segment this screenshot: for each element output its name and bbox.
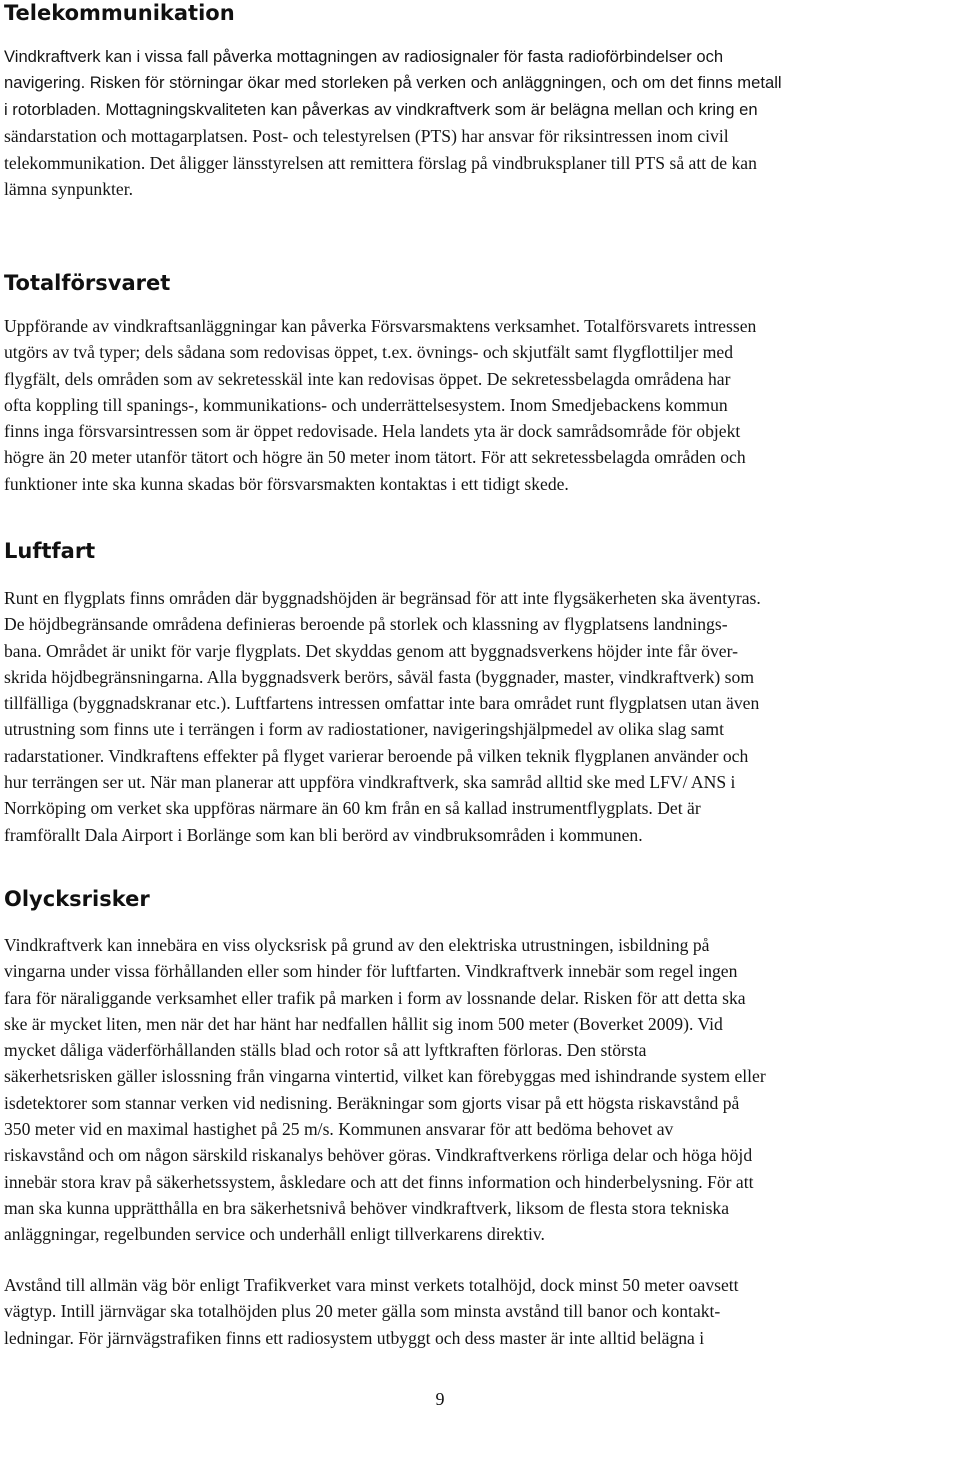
text-line: i rotorbladen. Mottagningskvaliteten kan påverkas av vindkraftverk som är belägna mellan och kring en xyxy=(4,99,758,119)
text-line: högre än 20 meter utanför tätort och högre än 50 meter inom tätort. För att sekretessbelagda områden och xyxy=(4,447,746,468)
text-line: framförallt Dala Airport i Borlänge som kan bli berörd av vindbruksområden i kommunen. xyxy=(4,824,643,845)
text-line: Vindkraftverk kan innebära en viss olycksrisk på grund av den elektriska utrustningen, isbildning på xyxy=(4,935,710,955)
text-line: riskavstånd och om någon särskild riskanalys behöver göras. Vindkraftverkens rörliga delar och höga höjd xyxy=(4,1145,753,1166)
text-line: Avstånd till allmän väg bör enligt Trafikverket vara minst verkets totalhöjd, dock minst 50 meter oavsett xyxy=(4,1275,739,1295)
text-line: sändarstation och mottagarplatsen. Post- och telestyrelsen (PTS) har ansvar för riksintressen inom civil xyxy=(4,126,729,147)
text-line: tillfälliga (byggnadskranar etc.). Luftfartens intressen omfattar inte bara området runt flygplatsen utan även xyxy=(4,693,760,714)
text-line: finns inga försvarsintressen som är öppet redovisade. Hela landets yta är dock samrådsområde för objekt xyxy=(4,421,741,442)
text-line: innebär stora krav på säkerhetssystem, åskledare och att det finns information och hinderbelysning. För att xyxy=(4,1171,754,1192)
text-line: ledningar. För järnvägstrafiken finns ett radiosystem utbyggt och dess master är inte alltid belägna i xyxy=(4,1327,705,1348)
text-line: Runt en flygplats finns områden där byggnadshöjden är begränsad för att inte flygsäkerheten ska äventyras. xyxy=(4,588,761,608)
text-line: navigering. Risken för störningar ökar med storleken på verken och anläggningen, och om det finns metall xyxy=(4,73,782,93)
text-line: ofta koppling till spanings-, kommunikations- och underrättelsesystem. Inom Smedjebackens kommun xyxy=(4,394,728,415)
text-line: 350 meter vid en maximal hastighet på 25 m/s. Kommunen ansvarar för att bedöma behovet av xyxy=(4,1119,674,1140)
text-line: utrustning som finns ute i terrängen i form av radiostationer, navigeringshjälpmedel av olika slag samt xyxy=(4,719,724,740)
paragraph-olycksrisker-2 xyxy=(4,1272,959,1351)
text-line: ske är mycket liten, men när det har hänt har nedfallen hållit sig inom 500 meter (Boverket 2009). Vid xyxy=(4,1013,723,1034)
paragraph-telekommunikation xyxy=(4,44,959,202)
text-line: mycket dåliga väderförhållanden ställs blad och rotor så att lyftkraften förloras. Den största xyxy=(4,1040,647,1061)
paragraph-luftfart xyxy=(4,585,959,848)
text-line: anläggningar, regelbunden service och underhåll enligt tillverkarens direktiv. xyxy=(4,1224,545,1245)
page-number: 9 xyxy=(435,1389,445,1409)
text-line: Vindkraftverk kan i vissa fall påverka mottagningen av radiosignaler för fasta radioförbindelser och xyxy=(4,47,724,66)
text-line: skrida höjdbegränsningarna. Alla byggnadsverk berörs, såväl fasta (byggnader, master, vindkraftverk) som xyxy=(4,666,755,687)
text-line: isdetektorer som stannar verken vid nedisning. Beräkningar som gjorts visar på ett högsta riskavstånd på xyxy=(4,1092,740,1113)
heading-totalforsvaret: Totalförsvaret xyxy=(4,271,171,295)
heading-olycksrisker: Olycksrisker xyxy=(4,887,150,911)
text-line: funktioner inte ska kunna skadas bör försvarsmakten kontaktas i ett tidigt skede. xyxy=(4,473,569,494)
heading-luftfart: Luftfart xyxy=(4,539,96,563)
text-line: lämna synpunkter. xyxy=(4,179,133,200)
text-line: Uppförande av vindkraftsanläggningar kan påverka Försvarsmaktens verksamhet. Totalförsvarets intressen xyxy=(4,316,757,336)
paragraph-olycksrisker-1 xyxy=(4,932,959,1248)
text-line: utgörs av två typer; dels sådana som redovisas öppet, t.ex. övnings- och skjutfält samt flygflottiljer med xyxy=(4,342,734,363)
text-line: fara för näraliggande verksamhet eller trafik på marken i form av lossnande delar. Risken för att detta ska xyxy=(4,987,746,1008)
heading-telekommunikation: Telekommunikation xyxy=(4,1,235,25)
text-line: radarstationer. Vindkraftens effekter på flyget varierar beroende på vilken teknik flygplanen använder och xyxy=(4,745,749,766)
paragraph-totalforsvaret xyxy=(4,313,959,497)
text-line: telekommunikation. Det åligger länsstyrelsen att remittera förslag på vindbruksplaner till PTS så att de kan xyxy=(4,152,757,173)
text-line: Norrköping om verket ska uppföras närmare än 60 km från en så kallad instrumentflygplats. Det är xyxy=(4,798,701,819)
text-line: bana. Området är unikt för varje flygplats. Det skyddas genom att byggnadsverkens höjder inte får över- xyxy=(4,640,738,661)
text-line: vägtyp. Intill järnvägar ska totalhöjden plus 20 meter gälla som minsta avstånd till banor och kontakt- xyxy=(4,1301,721,1322)
text-line: man ska kunna upprätthålla en bra säkerhetsnivå behöver vindkraftverk, liksom de flesta stora tekniska xyxy=(4,1197,730,1218)
text-line: flygfält, dels områden som av sekretesskäl inte kan redovisas öppet. De sekretessbelagda områdena har xyxy=(4,368,731,389)
text-line: säkerhetsrisken gäller islossning från vingarna vintertid, vilket kan förebyggas med ishindrande system eller xyxy=(4,1066,766,1087)
text-line: vingarna under vissa förhållanden eller som hinder för luftfarten. Vindkraftverk innebär som regel ingen xyxy=(4,961,738,982)
text-line: De höjdbegränsande områdena definieras beroende på storlek och klassning av flygplatsens landnings- xyxy=(4,614,728,635)
text-line: hur terrängen ser ut. När man planerar att uppföra vindkraftverk, ska samråd alltid ske med LFV/ ANS i xyxy=(4,772,736,793)
